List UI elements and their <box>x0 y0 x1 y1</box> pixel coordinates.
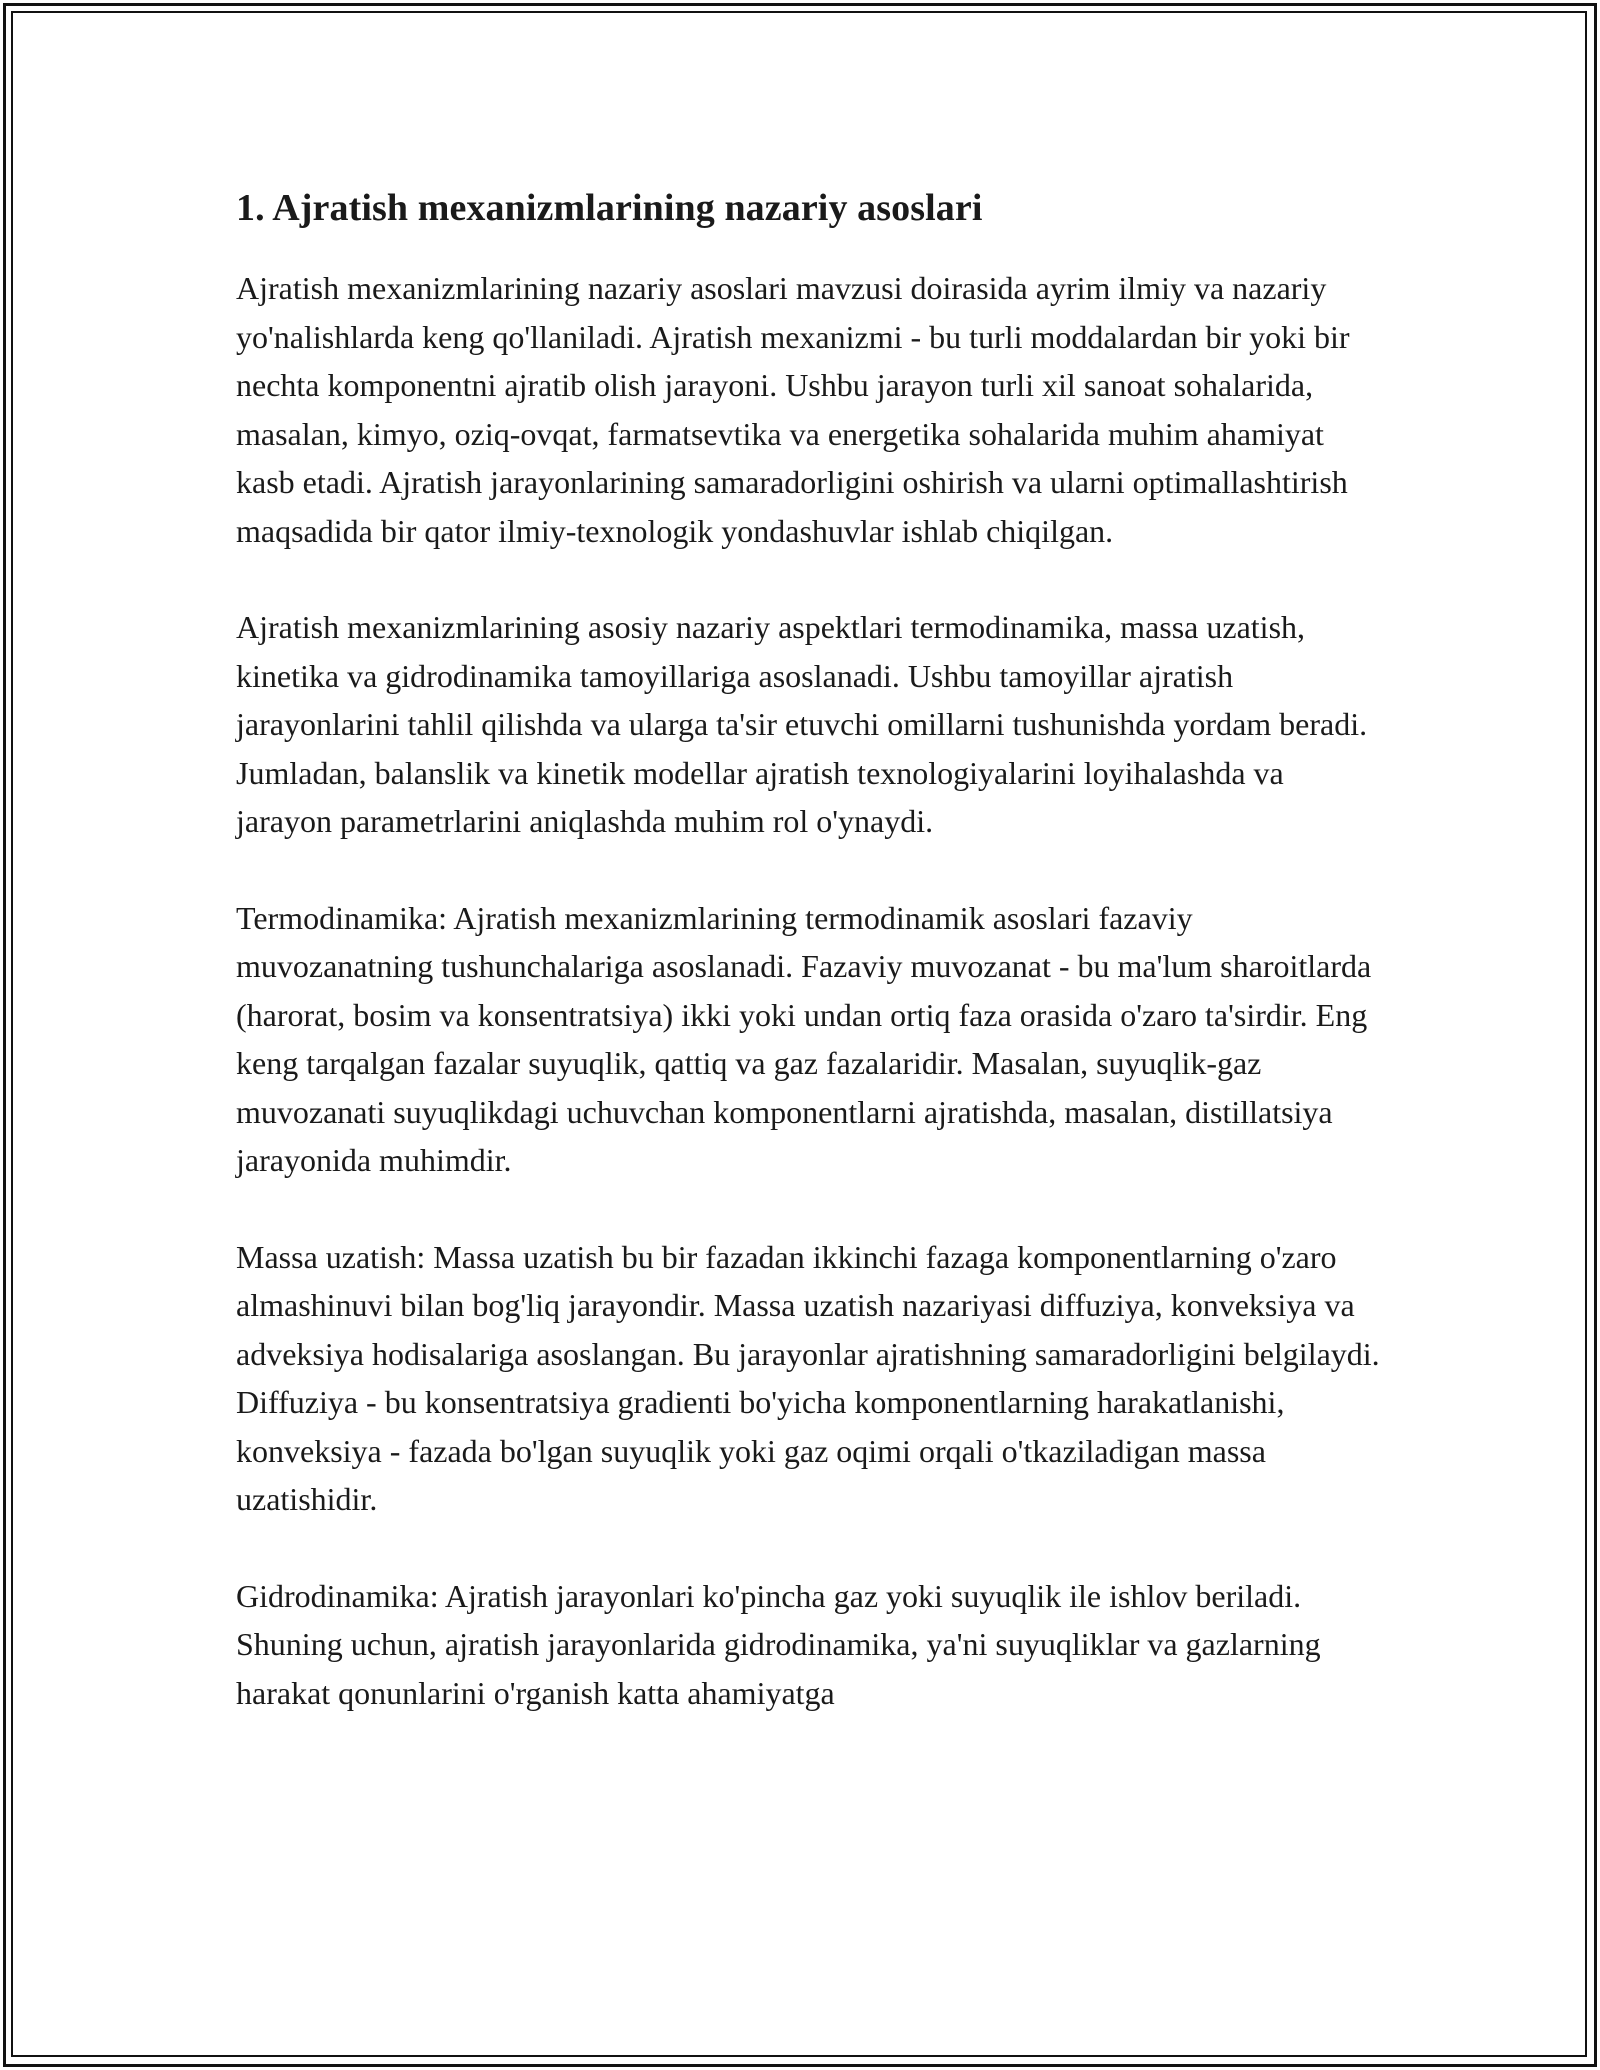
paragraph-theoretical-aspects: Ajratish mexanizmlarining asosiy nazariy aspektlari termodinamika, massa uzatish, kinetika va gidrodinamika tamoyillariga asoslanadi. Ushbu tamoyillar ajratish jarayonlarini tahlil qilishda va ularga ta'sir etuvchi omillarni tushunishda yordam beradi. Jumladan, balanslik va kinetik modellar ajratish texnologiyalarini loyihalashda va jarayon parametrlarini aniqlashda muhim rol o'ynaydi. <box>236 609 1368 839</box>
paragraph-thermodynamics: Termodinamika: Ajratish mexanizmlarining termodinamik asoslari fazaviy muvozanatning tushunchalariga asoslanadi. Fazaviy muvozanat - bu ma'lum sharoitlarda (harorat, bosim va konsentratsiya) ikki yoki undan ortiq faza orasida o'zaro ta'sirdir. Eng keng tarqalgan fazalar suyuqlik, qattiq va gaz fazalaridir. Masalan, suyuqlik-gaz muvozanati suyuqlikdagi uchuvchan komponentlarni ajratishda, masalan, distillatsiya jarayonida muhimdir. <box>236 899 1372 1178</box>
paragraph-hydrodynamics: Gidrodinamika: Ajratish jarayonlari ko'pincha gaz yoki suyuqlik ile ishlov beriladi. Shuning uchun, ajratish jarayonlarida gidrodinamika, ya'ni suyuqliklar va gazlarning harakat qonunlarini o'rganish katta ahamiyatga <box>236 1577 1321 1711</box>
paragraph-intro: Ajratish mexanizmlarining nazariy asoslari mavzusi doirasida ayrim ilmiy va nazariy yo'nalishlarda keng qo'llaniladi. Ajratish mexanizmi - bu turli moddalardan bir yoki bir nechta komponentni ajratib olish jarayoni. Ushbu jarayon turli xil sanoat sohalarida, masalan, kimyo, oziq-ovqat, farmatsevtika va energetika sohalarida muhim ahamiyat kasb etadi. Ajratish jarayonlarining samaradorligini oshirish va ularni optimallashtirish maqsadida bir qator ilmiy-texnologik yondashuvlar ishlab chiqilgan. <box>236 270 1350 549</box>
document-body <box>236 186 1386 1765</box>
section-heading: 1. Ajratish mexanizmlarining nazariy asoslari <box>236 187 983 229</box>
paragraph-mass-transfer: Massa uzatish: Massa uzatish bu bir fazadan ikkinchi fazaga komponentlarning o'zaro almashinuvi bilan bog'liq jarayondir. Massa uzatish nazariyasi diffuziya, konveksiya va adveksiya hodisalariga asoslangan. Bu jarayonlar ajratishning samaradorligini belgilaydi. Diffuziya - bu konsentratsiya gradienti bo'yicha komponentlarning harakatlanishi, konveksiya - fazada bo'lgan suyuqlik yoki gaz oqimi orqali o'tkaziladigan massa uzatishidir. <box>236 1238 1380 1517</box>
